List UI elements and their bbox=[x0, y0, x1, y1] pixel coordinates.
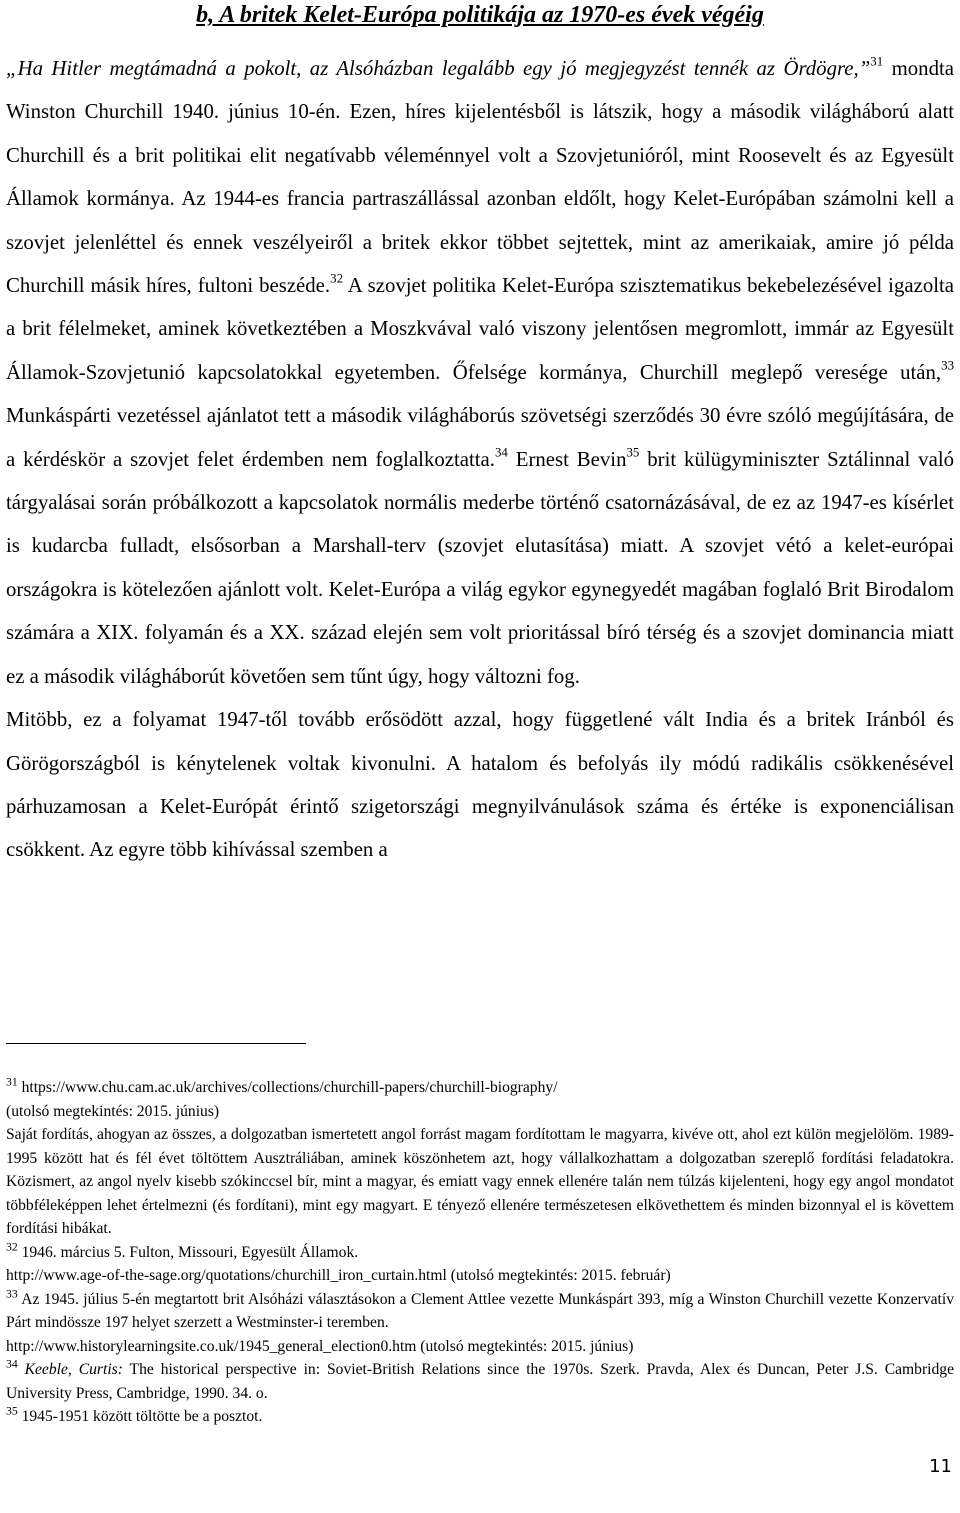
body-text bbox=[6, 47, 954, 872]
footnote-32 bbox=[6, 1241, 954, 1265]
footnote-31-access: (utolsó megtekintés: 2015. június) bbox=[6, 1102, 220, 1120]
paragraph-1-text: mondta Winston Churchill 1940. június 10-én. Ezen, híres kijelentésből is látszik, hogy a második világháború alatt Churchill és a brit politikai elit negatívabb véleménnyel volt a Szovjetunióról, mint Roosevelt és az Egyesült Államok kormánya. Az 1944-es francia partraszállással azonban eldőlt, hogy Kelet-Európában számolni kell a szovjet jelenléttel és ennek veszélyeiről a britek ekkor többet sejtettek, mint az amerikaiak, amire jó példa Churchill másik híres, fultoni beszéde. bbox=[6, 57, 954, 298]
paragraph-1-text: Ernest Bevin bbox=[507, 447, 627, 471]
footnote-33 bbox=[6, 1288, 954, 1335]
footnote-number: 33 bbox=[6, 1287, 18, 1301]
footnote-number: 35 bbox=[6, 1404, 18, 1418]
paragraph-1 bbox=[6, 47, 954, 698]
footnote-link[interactable]: http://www.historylearningsite.co.uk/1945_general_election0.htm (utolsó megtekintés: 2015. június) bbox=[6, 1337, 634, 1355]
churchill-quote: „Ha Hitler megtámadná a pokolt, az Alsóházban legalább egy jó megjegyzést tennék az Ördögre,” bbox=[6, 57, 871, 80]
footnote-ref-34[interactable]: 34 bbox=[494, 444, 508, 459]
footnote-ref-32[interactable]: 32 bbox=[330, 271, 343, 286]
page-number: 11 bbox=[929, 1456, 952, 1477]
footnote-number: 31 bbox=[6, 1075, 18, 1089]
paragraph-2: Mitöbb, ez a folyamat 1947-től tovább erősödött azzal, hogy függetlené vált India és a britek Iránból és Görögországból is kénytelenek voltak kivonulni. A hatalom és befolyás ily módú radikális csökkenésével párhuzamosan a Kelet-Európát érintő szigetországi megnyilvánulások száma és értéke is exponenciálisan csökkent. Az egyre több kihívással szemben a bbox=[6, 708, 954, 862]
footnote-number: 34 bbox=[6, 1357, 18, 1371]
footnote-ref-33[interactable]: 33 bbox=[941, 358, 954, 373]
paragraph-1-text: Munkáspárti vezetéssel ajánlatot tett a második világháborús szövetségi szerződés 30 évre szóló megújítására, de a kérdéskör a szovjet felet érdemben nem foglalkoztatta. bbox=[6, 404, 954, 471]
footnote-31-note: Saját fordítás, ahogyan az összes, a dolgozatban ismertetett angol forrást magam fordítottam le magyarra, kivéve ott, ahol ezt külön megjelölöm. 1989-1995 között hat és fél évet töltöttem Ausztráliában, aminek köszönhetem azt, hogy vállalkozhattam a dolgozatban szereplő fordítási feladatokra. Közismert, az angol nyelv kisebb szókinccsel bír, mint a magyar, és emiatt vagy ennek ellenére talán nem túlzás kijelenteni, hogy egy angol mondatot többféleképpen lehet értelmezni (és fordítani), mint egy magyart. E tényező ellenére természetesen elkövethettem és minden bizonnyal el is követtem fordítási hibákat. bbox=[6, 1126, 954, 1237]
section-heading: b, A britek Kelet-Európa politikája az 1970-es évek végéig bbox=[196, 2, 764, 28]
footnote-35 bbox=[6, 1405, 954, 1429]
footnote-text: 1946. március 5. Fulton, Missouri, Egyesült Államok. bbox=[17, 1243, 359, 1261]
footnote-ref-31[interactable]: 31 bbox=[870, 54, 884, 69]
footnote-text: 1945-1951 között töltötte be a posztot. bbox=[17, 1408, 263, 1425]
paragraph-1-text: A szovjet politika Kelet-Európa szisztematikus bekebelezésével igazolta a brit félelmeket, aminek következtében a Moszkvával való viszony jelentősen megromlott, immár az Egyesült Államok-Szovjetunió kapcsolatokkal egyetemben. Őfelsége kormánya, Churchill meglepő veresége után, bbox=[6, 274, 955, 384]
footnote-separator bbox=[6, 1043, 306, 1044]
footnote-link[interactable]: http://www.age-of-the-sage.org/quotations/churchill_iron_curtain.html (utolsó megtekintés: 2015. február) bbox=[6, 1267, 671, 1284]
footnote-number: 32 bbox=[6, 1240, 18, 1254]
footnote-text: The historical perspective in: Soviet-British Relations since the 1970s. Szerk. Pravda, Alex és Duncan, Peter J.S. Cambridge University Press, Cambridge, 1990. 34. o. bbox=[6, 1361, 954, 1402]
paragraph-1-text: brit külügyminiszter Sztálinnal való tárgyalásai során próbálkozott a kapcsolatok normális mederbe történő csatornázásával, de ez az 1947-es kísérlet is kudarcba fulladt, elsősorban a Marshall-terv (szovjet elutasítása) miatt. A szovjet vétó a kelet-európai országokra is kötelezően ajánlott volt. Kelet-Európa a világ egykor egynegyedét magában foglaló Brit Birodalom számára a XIX. folyamán és a XX. század elején sem volt prioritással bíró térség és a szovjet dominancia miatt ez a második világháborút követően sem tűnt úgy, hogy változni fog. bbox=[6, 447, 954, 688]
footnote-ref-35[interactable]: 35 bbox=[626, 444, 640, 459]
footnote-31 bbox=[6, 1076, 954, 1100]
footnote-34 bbox=[6, 1358, 954, 1405]
footnotes bbox=[6, 1076, 954, 1429]
footnote-link[interactable]: https://www.chu.cam.ac.uk/archives/collections/churchill-papers/churchill-biography/ bbox=[17, 1079, 558, 1096]
footnote-text: Az 1945. július 5-én megtartott brit Alsóházi választásokon a Clement Attlee vezette Munkáspárt 393, míg a Winston Churchill vezette Konzervatív Párt mindössze 197 helyet szerzett a Westminster-i teremben. bbox=[6, 1290, 954, 1331]
footnote-author: Keeble, Curtis: bbox=[17, 1361, 123, 1378]
